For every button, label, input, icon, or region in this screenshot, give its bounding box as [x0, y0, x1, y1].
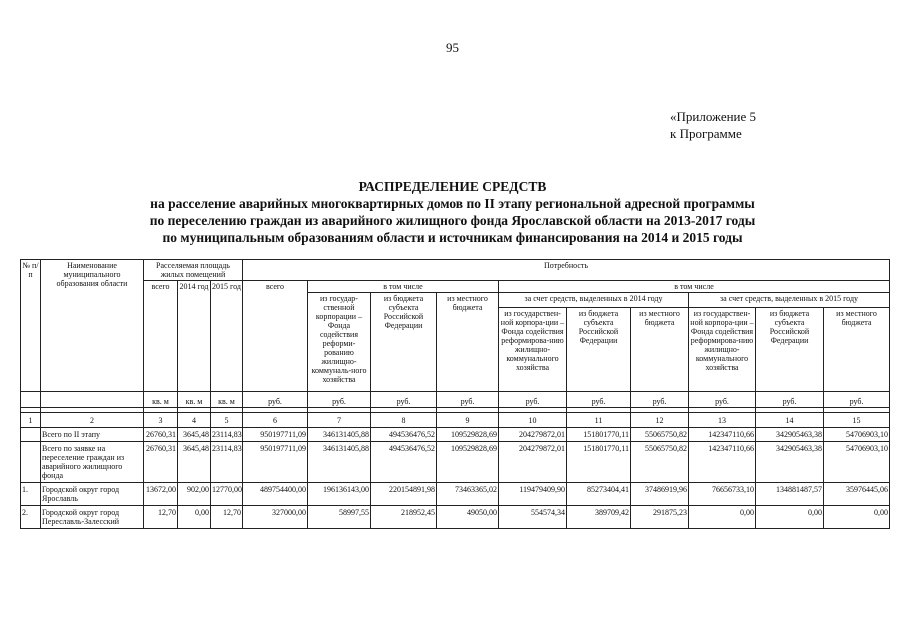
row-value: 389709,42: [567, 506, 631, 529]
row-value: 109529828,69: [437, 428, 499, 442]
row-value: 73463365,02: [437, 483, 499, 506]
row-value: 151801770,11: [567, 442, 631, 483]
unit-cell: руб.: [243, 392, 308, 408]
header-name: Наименование муниципального образования области: [41, 260, 144, 392]
unit-cell: руб.: [631, 392, 689, 408]
row-value: 13672,00: [144, 483, 178, 506]
table-row: [21, 428, 890, 442]
header-fund-2015: из государствен-ной корпора-ции – Фонда содействия реформирова-нию жилищно-коммунального хозяйства: [689, 308, 756, 392]
row-value: 3645,48: [178, 442, 211, 483]
header-regional-budget-2014: из бюджета субъекта Российской Федерации: [567, 308, 631, 392]
row-value: 55065750,82: [631, 428, 689, 442]
header-local-budget: из местного бюджета: [437, 293, 499, 392]
title-line-2: на расселение аварийных многоквартирных домов по II этапу региональной адресной программы: [150, 196, 755, 211]
row-value: 35976445,06: [824, 483, 890, 506]
row-value: 109529828,69: [437, 442, 499, 483]
row-value: 327000,00: [243, 506, 308, 529]
row-value: 346131405,88: [308, 442, 371, 483]
header-regional-budget: из бюджета субъекта Российской Федерации: [371, 293, 437, 392]
header-area-2015: 2015 год: [211, 281, 243, 392]
unit-cell: кв. м: [144, 392, 178, 408]
title-line-3: по переселению граждан из аварийного жилищного фонда Ярославской области на 2013-2017 годы: [149, 213, 756, 228]
row-value: 220154891,98: [371, 483, 437, 506]
row-value: 12,70: [144, 506, 178, 529]
unit-cell: руб.: [437, 392, 499, 408]
unit-cell: руб.: [371, 392, 437, 408]
row-value: 26760,31: [144, 428, 178, 442]
header-local-budget-2015: из местного бюджета: [824, 308, 890, 392]
row-value: 494536476,52: [371, 442, 437, 483]
row-value: 0,00: [689, 506, 756, 529]
row-value: 494536476,52: [371, 428, 437, 442]
header-regional-budget-2015: из бюджета субъекта Российской Федерации: [756, 308, 824, 392]
header-need-total: всего: [243, 281, 308, 392]
data-rows: [21, 428, 890, 529]
row-value: 12770,00: [211, 483, 243, 506]
row-value: 12,70: [211, 506, 243, 529]
header-including-1: в том числе: [308, 281, 499, 293]
page-number: 95: [446, 40, 459, 55]
row-value: 119479409,90: [499, 483, 567, 506]
row-value: 342905463,38: [756, 442, 824, 483]
col-number: 1: [21, 413, 41, 428]
row-value: 204279872,01: [499, 442, 567, 483]
row-value: 204279872,01: [499, 428, 567, 442]
row-value: 950197711,09: [243, 442, 308, 483]
col-number: 4: [178, 413, 211, 428]
appendix-note: [670, 108, 756, 142]
row-number: 2.: [21, 506, 41, 529]
row-value: 218952,45: [371, 506, 437, 529]
row-value: 196136143,00: [308, 483, 371, 506]
row-name: Городской округ город Переславль-Залесский: [41, 506, 144, 529]
appendix-line-2: к Программе: [670, 126, 742, 141]
row-value: 554574,34: [499, 506, 567, 529]
col-number: 13: [689, 413, 756, 428]
header-funds-2015: за счет средств, выделенных в 2015 году: [689, 293, 890, 308]
header-local-budget-2014: из местного бюджета: [631, 308, 689, 392]
appendix-line-1: «Приложение 5: [670, 109, 757, 124]
row-value: 3645,48: [178, 428, 211, 442]
row-value: 23114,83: [211, 428, 243, 442]
row-value: 950197711,09: [243, 428, 308, 442]
row-value: 85273404,41: [567, 483, 631, 506]
unit-cell: руб.: [824, 392, 890, 408]
col-number: 6: [243, 413, 308, 428]
row-value: 58997,55: [308, 506, 371, 529]
col-number: 10: [499, 413, 567, 428]
title-line-1: РАСПРЕДЕЛЕНИЕ СРЕДСТВ: [358, 179, 547, 194]
header-fund-2014: из государствен-ной корпора-ции – Фонда содействия реформирова-нию жилищно-коммунального хозяйства: [499, 308, 567, 392]
header-area: Расселяемая площадь жилых помещений: [144, 260, 243, 281]
row-value: 346131405,88: [308, 428, 371, 442]
row-value: 151801770,11: [567, 428, 631, 442]
row-value: 26760,31: [144, 442, 178, 483]
units-row: [21, 392, 890, 408]
col-number: 7: [308, 413, 371, 428]
row-value: 76656733,10: [689, 483, 756, 506]
col-number: 5: [211, 413, 243, 428]
col-number: 9: [437, 413, 499, 428]
table-row: [21, 442, 890, 483]
row-number: [21, 442, 41, 483]
row-value: 902,00: [178, 483, 211, 506]
unit-cell: руб.: [567, 392, 631, 408]
row-value: 0,00: [756, 506, 824, 529]
row-value: 0,00: [824, 506, 890, 529]
header-num: № п/п: [21, 260, 41, 392]
row-value: 342905463,38: [756, 428, 824, 442]
header-funds-2014: за счет средств, выделенных в 2014 году: [499, 293, 689, 308]
row-value: 23114,83: [211, 442, 243, 483]
row-value: 54706903,10: [824, 428, 890, 442]
row-value: 489754400,00: [243, 483, 308, 506]
header-area-total: всего: [144, 281, 178, 392]
unit-cell: руб.: [756, 392, 824, 408]
col-number: 2: [41, 413, 144, 428]
row-value: 134881487,57: [756, 483, 824, 506]
table-row: [21, 506, 890, 529]
col-number: 14: [756, 413, 824, 428]
col-number: 11: [567, 413, 631, 428]
row-name: Городской округ город Ярославль: [41, 483, 144, 506]
header-area-2014: 2014 год: [178, 281, 211, 392]
unit-cell: кв. м: [178, 392, 211, 408]
distribution-table: [20, 259, 890, 529]
row-value: 54706903,10: [824, 442, 890, 483]
row-value: 291875,23: [631, 506, 689, 529]
row-number: 1.: [21, 483, 41, 506]
col-number: 8: [371, 413, 437, 428]
row-value: 49050,00: [437, 506, 499, 529]
row-value: 55065750,82: [631, 442, 689, 483]
row-value: 142347110,66: [689, 428, 756, 442]
title-line-4: по муниципальным образованиям области и источникам финансирования на 2014 и 2015 годы: [162, 230, 743, 245]
header-need: Потребность: [243, 260, 890, 281]
row-value: 142347110,66: [689, 442, 756, 483]
header-including-2: в том числе: [499, 281, 890, 293]
col-number: 3: [144, 413, 178, 428]
unit-cell: руб.: [308, 392, 371, 408]
header-fund: из государ-ственной корпорации – Фонда содействия реформи-рованию жилищно-коммуналь-ного хозяйства: [308, 293, 371, 392]
row-number: [21, 428, 41, 442]
row-name: Всего по II этапу: [41, 428, 144, 442]
unit-cell: кв. м: [211, 392, 243, 408]
document-title: [0, 178, 905, 246]
unit-cell: руб.: [689, 392, 756, 408]
table-row: [21, 483, 890, 506]
row-value: 0,00: [178, 506, 211, 529]
column-numbers-row: [21, 413, 890, 428]
col-number: 15: [824, 413, 890, 428]
col-number: 12: [631, 413, 689, 428]
row-value: 37486919,96: [631, 483, 689, 506]
unit-cell: руб.: [499, 392, 567, 408]
row-name: Всего по заявке на переселение граждан из аварийного жилищного фонда: [41, 442, 144, 483]
